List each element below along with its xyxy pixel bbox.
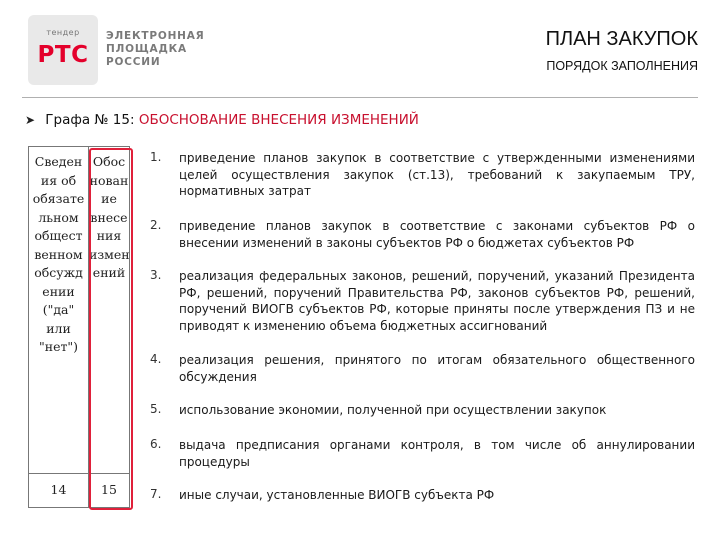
list-item-text: иные случаи, установленные ВИОГВ субъекта РФ	[179, 488, 495, 502]
section-description: ОБОСНОВАНИЕ ВНЕСЕНИЯ ИЗМЕНЕНИЙ	[138, 112, 419, 128]
column-15-header: Обос нован ие внесе ния измен ений	[89, 154, 130, 280]
column-14-header: Сведен ия об обязате льном общест венном обсужд ении ("да" или "нет")	[32, 154, 85, 354]
list-item-number: 4.	[150, 352, 162, 366]
list-item-text: приведение планов закупок в соответствие с законами субъектов РФ о внесении изменений в законы субъектов РФ о бюджетах субъектов РФ	[179, 219, 695, 250]
list-item-text: реализация федеральных законов, решений, поручений, указаний Президента РФ, решений, поручений Правительства РФ, законов субъектов РФ, решений, поручений ВИОГВ субъектов РФ, которые приняты после утверждения ПЗ и не приводят к изменению объема бюджетных ассигнований	[179, 269, 695, 333]
list-item-number: 1.	[150, 150, 162, 164]
rts-logo	[28, 15, 98, 85]
page-subtitle: ПОРЯДОК ЗАПОЛНЕНИЯ	[546, 59, 698, 73]
column-15-number: 15	[101, 482, 117, 497]
logo-rts-text: РТС	[37, 42, 89, 68]
section-label: Графа № 15:	[45, 112, 135, 128]
section-heading	[25, 112, 419, 128]
logo-caption	[106, 30, 205, 69]
logo-caption-line: РОССИИ	[106, 56, 161, 68]
list-item-number: 5.	[150, 402, 162, 416]
list-item-text: выдача предписания органами контроля, в том числе об аннулировании процедуры	[179, 438, 695, 469]
logo-caption-line: ЭЛЕКТРОННАЯ	[106, 30, 205, 42]
list-item-number: 3.	[150, 268, 162, 282]
column-14-number: 14	[50, 482, 67, 497]
list-item-number: 6.	[150, 437, 162, 451]
header-divider	[22, 97, 698, 98]
logo-caption-line: ПЛОЩАДКА	[106, 43, 187, 55]
list-item-text: приведение планов закупок в соответствие с утвержденными изменениями целей осуществления закупок (ст.13), требований к закупаемым ТРУ, нормативных затрат	[179, 151, 695, 198]
list-item-text: использование экономии, полученной при осуществлении закупок	[179, 403, 607, 417]
column-15-highlight	[89, 148, 133, 510]
list-item-number: 7.	[150, 487, 162, 501]
logo-tender-text: тендер	[46, 28, 80, 37]
list-item-text: реализация решения, принятого по итогам обязательного общественного обсуждения	[179, 353, 695, 384]
list-item-number: 2.	[150, 218, 162, 232]
page-title: ПЛАН ЗАКУПОК	[545, 28, 698, 50]
arrow-bullet-icon: ➤	[25, 113, 36, 127]
